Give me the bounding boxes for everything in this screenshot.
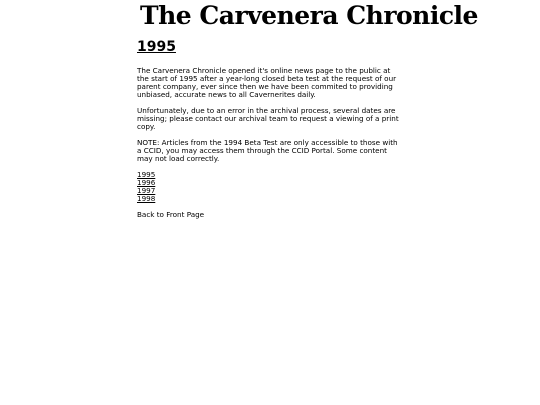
year-link-item — [137, 187, 403, 195]
back-to-front-page-link[interactable]: Back to Front Page — [137, 210, 205, 219]
page-title: 1995 — [137, 39, 176, 55]
beta-note-paragraph: NOTE: Articles from the 1994 Beta Test are only accessible to those with a CCID, you may access them through the CCID Portal. Some content may not load correctly. — [137, 138, 398, 163]
year-link-1998[interactable]: 1998 — [137, 194, 156, 203]
year-links-list — [137, 171, 403, 203]
year-link-item — [137, 179, 403, 187]
masthead-title: The Carvenera Chronicle — [140, 1, 478, 30]
intro-paragraph: The Carvenera Chronicle opened it's online news page to the public at the start of 1995 after a year-long closed beta test at the request of our parent company, ever since then we have been commited to providing unbiased, accurate news to all Cavernerites daily. — [137, 66, 397, 99]
archive-notice-paragraph: Unfortunately, due to an error in the archival process, several dates are missing; please contact our archival team to request a viewing of a print copy. — [137, 106, 399, 131]
year-link-1995[interactable]: 1995 — [137, 170, 156, 179]
year-link-1996[interactable]: 1996 — [137, 178, 156, 187]
main-content — [137, 38, 403, 219]
year-link-item — [137, 171, 403, 179]
year-link-1997[interactable]: 1997 — [137, 186, 156, 195]
year-link-item — [137, 195, 403, 203]
